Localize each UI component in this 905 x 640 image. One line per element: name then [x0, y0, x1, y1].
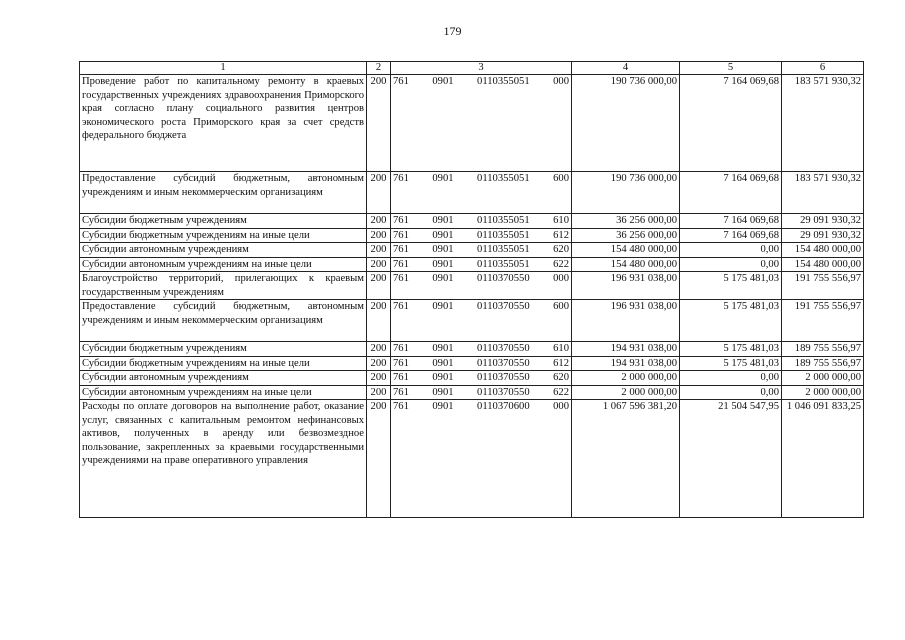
expense-kind-code: 610 [553, 343, 569, 354]
column-header: 4 [572, 62, 680, 75]
department-code: 761 [393, 244, 409, 255]
executed-amount: 7 164 069,68 [680, 228, 782, 243]
remaining-amount: 183 571 930,32 [782, 75, 864, 172]
executed-amount: 21 504 547,95 [680, 400, 782, 518]
row-description: Субсидии бюджетным учреждениям [80, 342, 367, 357]
section-code: 0901 [432, 244, 454, 255]
target-code: 0110355051 [477, 215, 530, 226]
row-description: Субсидии автономным учреждениям [80, 243, 367, 258]
expense-kind-code: 612 [553, 357, 569, 369]
row-budget-code [391, 228, 572, 243]
section-code: 0901 [432, 229, 454, 241]
row-description: Предоставление субсидий бюджетным, автономным учреждениям и иным некоммерческим организациям [80, 300, 367, 342]
row-budget-code [391, 243, 572, 258]
row-description: Субсидии автономным учреждениям [80, 371, 367, 386]
remaining-amount: 183 571 930,32 [782, 172, 864, 214]
expense-kind-code: 600 [553, 173, 569, 184]
row-code-200: 200 [367, 272, 391, 300]
column-header: 6 [782, 62, 864, 75]
department-code: 761 [393, 372, 409, 383]
row-description: Субсидии бюджетным учреждениям на иные цели [80, 356, 367, 371]
target-code: 0110355051 [477, 229, 530, 241]
row-code-200: 200 [367, 243, 391, 258]
executed-amount: 5 175 481,03 [680, 356, 782, 371]
target-code: 0110355051 [477, 244, 530, 255]
remaining-amount: 2 000 000,00 [782, 371, 864, 386]
expense-kind-code: 612 [553, 229, 569, 241]
table-row [80, 385, 864, 400]
row-description: Субсидии автономным учреждениям на иные цели [80, 257, 367, 272]
column-header: 3 [391, 62, 572, 75]
row-budget-code [391, 356, 572, 371]
row-description: Субсидии бюджетным учреждениям [80, 214, 367, 229]
section-code: 0901 [432, 301, 454, 312]
department-code: 761 [393, 173, 409, 184]
approved-amount: 194 931 038,00 [572, 342, 680, 357]
row-description: Благоустройство территорий, прилегающих к краевым государственным учреждениям [80, 272, 367, 300]
target-code: 0110370550 [477, 386, 530, 398]
row-description: Субсидии бюджетным учреждениям на иные цели [80, 228, 367, 243]
table-row [80, 356, 864, 371]
row-description: Предоставление субсидий бюджетным, автономным учреждениям и иным некоммерческим организациям [80, 172, 367, 214]
executed-amount: 5 175 481,03 [680, 300, 782, 342]
remaining-amount: 1 046 091 833,25 [782, 400, 864, 518]
row-budget-code [391, 371, 572, 386]
expense-kind-code: 622 [553, 386, 569, 398]
table-row [80, 342, 864, 357]
approved-amount: 36 256 000,00 [572, 228, 680, 243]
approved-amount: 2 000 000,00 [572, 385, 680, 400]
row-code-200: 200 [367, 257, 391, 272]
row-code-200: 200 [367, 300, 391, 342]
expense-kind-code: 610 [553, 215, 569, 226]
table-row [80, 272, 864, 300]
approved-amount: 154 480 000,00 [572, 257, 680, 272]
expense-kind-code: 000 [553, 401, 569, 412]
target-code: 0110370550 [477, 343, 530, 354]
table-row [80, 243, 864, 258]
section-code: 0901 [432, 401, 454, 412]
table-row [80, 228, 864, 243]
approved-amount: 2 000 000,00 [572, 371, 680, 386]
row-code-200: 200 [367, 172, 391, 214]
table-row [80, 400, 864, 518]
row-budget-code [391, 300, 572, 342]
executed-amount: 0,00 [680, 243, 782, 258]
approved-amount: 196 931 038,00 [572, 300, 680, 342]
row-description: Проведение работ по капитальному ремонту в краевых государственных учреждениях здравоохранения Приморского края согласно плану социального развития центров экономического роста Приморского края за счет средств федерального бюджета [80, 75, 367, 172]
row-code-200: 200 [367, 214, 391, 229]
department-code: 761 [393, 258, 409, 270]
row-budget-code [391, 75, 572, 172]
department-code: 761 [393, 343, 409, 354]
section-code: 0901 [432, 372, 454, 383]
department-code: 761 [393, 215, 409, 226]
section-code: 0901 [432, 386, 454, 398]
target-code: 0110370600 [477, 401, 530, 412]
executed-amount: 7 164 069,68 [680, 214, 782, 229]
section-code: 0901 [432, 76, 454, 87]
approved-amount: 36 256 000,00 [572, 214, 680, 229]
row-budget-code [391, 257, 572, 272]
remaining-amount: 154 480 000,00 [782, 257, 864, 272]
table-row [80, 300, 864, 342]
executed-amount: 7 164 069,68 [680, 172, 782, 214]
executed-amount: 0,00 [680, 371, 782, 386]
row-description: Субсидии автономным учреждениям на иные цели [80, 385, 367, 400]
executed-amount: 0,00 [680, 385, 782, 400]
remaining-amount: 189 755 556,97 [782, 342, 864, 357]
expense-kind-code: 622 [553, 258, 569, 270]
row-budget-code [391, 385, 572, 400]
target-code: 0110370550 [477, 301, 530, 312]
approved-amount: 196 931 038,00 [572, 272, 680, 300]
table-row [80, 371, 864, 386]
approved-amount: 154 480 000,00 [572, 243, 680, 258]
department-code: 761 [393, 229, 409, 241]
page-number: 179 [443, 24, 462, 38]
expense-kind-code: 620 [553, 244, 569, 255]
section-code: 0901 [432, 173, 454, 184]
row-budget-code [391, 342, 572, 357]
target-code: 0110370550 [477, 273, 530, 284]
expense-kind-code: 600 [553, 301, 569, 312]
row-code-200: 200 [367, 385, 391, 400]
remaining-amount: 29 091 930,32 [782, 214, 864, 229]
department-code: 761 [393, 401, 409, 412]
column-header: 5 [680, 62, 782, 75]
remaining-amount: 2 000 000,00 [782, 385, 864, 400]
row-code-200: 200 [367, 356, 391, 371]
remaining-amount: 189 755 556,97 [782, 356, 864, 371]
section-code: 0901 [432, 343, 454, 354]
remaining-amount: 154 480 000,00 [782, 243, 864, 258]
executed-amount: 7 164 069,68 [680, 75, 782, 172]
row-code-200: 200 [367, 400, 391, 518]
expense-kind-code: 620 [553, 372, 569, 383]
department-code: 761 [393, 357, 409, 369]
row-code-200: 200 [367, 75, 391, 172]
table-row [80, 172, 864, 214]
department-code: 761 [393, 301, 409, 312]
executed-amount: 0,00 [680, 257, 782, 272]
remaining-amount: 191 755 556,97 [782, 272, 864, 300]
executed-amount: 5 175 481,03 [680, 342, 782, 357]
row-code-200: 200 [367, 371, 391, 386]
row-budget-code [391, 400, 572, 518]
header-row [80, 62, 864, 75]
section-code: 0901 [432, 215, 454, 226]
section-code: 0901 [432, 273, 454, 284]
approved-amount: 194 931 038,00 [572, 356, 680, 371]
department-code: 761 [393, 386, 409, 398]
target-code: 0110355051 [477, 173, 530, 184]
table-row [80, 75, 864, 172]
department-code: 761 [393, 76, 409, 87]
expense-kind-code: 000 [553, 273, 569, 284]
target-code: 0110370550 [477, 372, 530, 383]
table-row [80, 214, 864, 229]
remaining-amount: 29 091 930,32 [782, 228, 864, 243]
row-budget-code [391, 172, 572, 214]
remaining-amount: 191 755 556,97 [782, 300, 864, 342]
expense-kind-code: 000 [553, 76, 569, 87]
row-budget-code [391, 214, 572, 229]
approved-amount: 190 736 000,00 [572, 172, 680, 214]
target-code: 0110370550 [477, 357, 530, 369]
department-code: 761 [393, 273, 409, 284]
row-code-200: 200 [367, 228, 391, 243]
executed-amount: 5 175 481,03 [680, 272, 782, 300]
section-code: 0901 [432, 357, 454, 369]
row-budget-code [391, 272, 572, 300]
budget-table [79, 61, 864, 518]
column-header: 1 [80, 62, 367, 75]
approved-amount: 1 067 596 381,20 [572, 400, 680, 518]
table-row [80, 257, 864, 272]
target-code: 0110355051 [477, 76, 530, 87]
target-code: 0110355051 [477, 258, 530, 270]
column-header: 2 [367, 62, 391, 75]
row-code-200: 200 [367, 342, 391, 357]
row-description: Расходы по оплате договоров на выполнение работ, оказание услуг, связанных с капитальным ремонтом нефинансовых активов, полученных в аренду или безвозмездное пользование, закрепленных за краевыми государственными учреждениями на праве оперативного управления [80, 400, 367, 518]
approved-amount: 190 736 000,00 [572, 75, 680, 172]
section-code: 0901 [432, 258, 454, 270]
